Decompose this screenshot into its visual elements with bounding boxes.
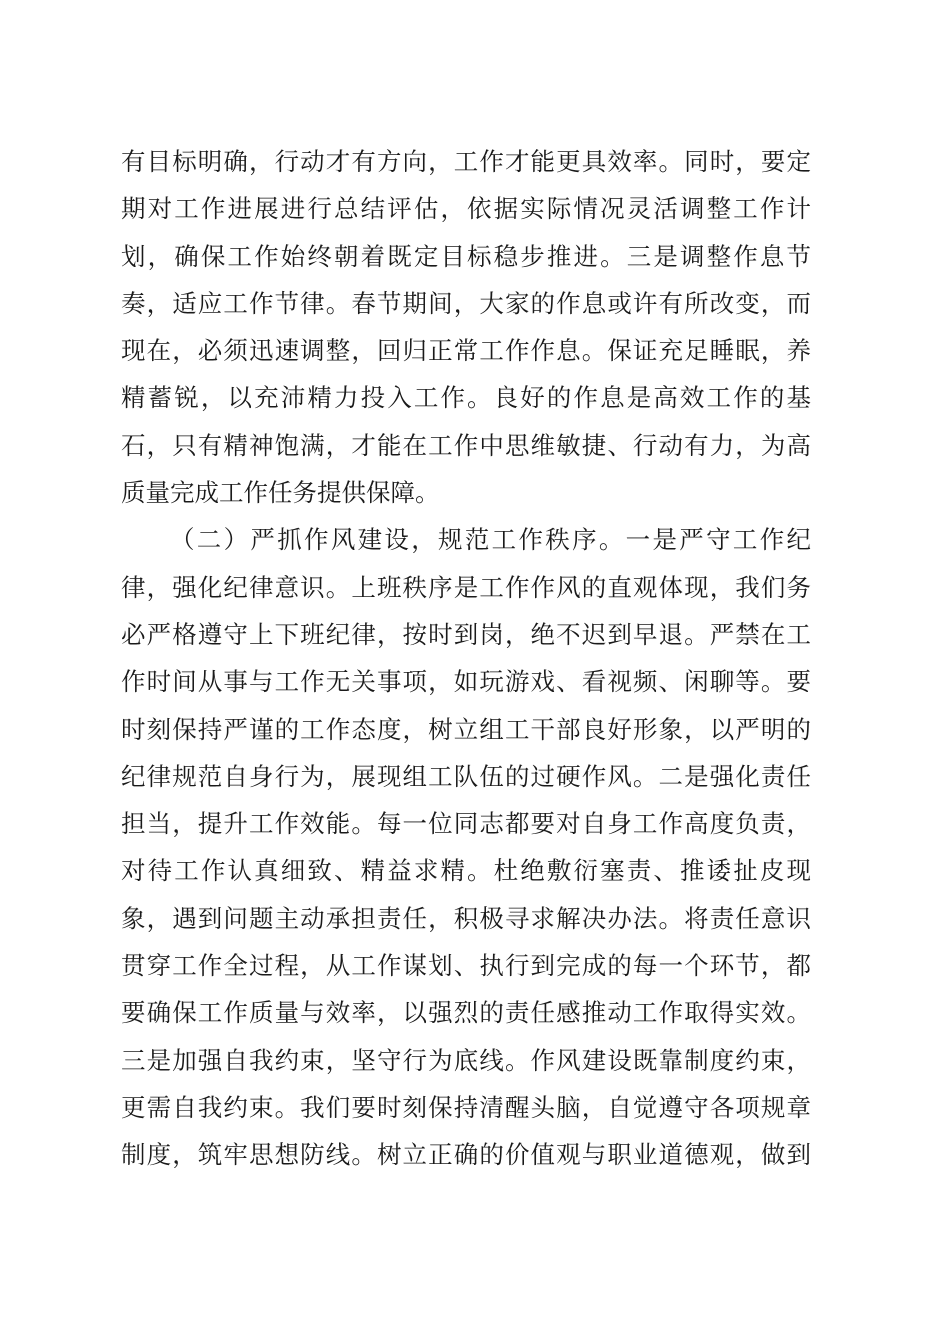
document-body <box>121 138 811 1179</box>
text-line: 必严格遵守上下班纪律，按时到岗，绝不迟到早退。严禁在工 <box>121 619 811 649</box>
text-line: 划，确保工作始终朝着既定目标稳步推进。三是调整作息节 <box>121 241 811 271</box>
text-line: 更需自我约束。我们要时刻保持清醒头脑，自觉遵守各项规章 <box>121 1092 811 1122</box>
text-line: 担当，提升工作效能。每一位同志都要对自身工作高度负责， <box>121 809 811 839</box>
text-line: 现在，必须迅速调整，回归正常工作作息。保证充足睡眠，养 <box>121 336 811 366</box>
text-line: 象，遇到问题主动承担责任，积极寻求解决办法。将责任意识 <box>121 903 811 933</box>
text-line: 三是加强自我约束，坚守行为底线。作风建设既靠制度约束， <box>121 1045 811 1075</box>
text-line: 制度，筑牢思想防线。树立正确的价值观与职业道德观，做到 <box>121 1140 811 1170</box>
text-line: 精蓄锐，以充沛精力投入工作。良好的作息是高效工作的基 <box>121 383 811 413</box>
text-line: 有目标明确，行动才有方向，工作才能更具效率。同时，要定 <box>121 147 811 176</box>
text-line: 纪律规范自身行为，展现组工队伍的过硬作风。二是强化责任 <box>121 761 811 791</box>
paragraph-end-line: 质量完成工作任务提供保障。 <box>121 478 440 508</box>
text-line: 期对工作进展进行总结评估，依据实际情况灵活调整工作计 <box>121 194 811 224</box>
text-line: 作时间从事与工作无关事项，如玩游戏、看视频、闲聊等。要 <box>121 667 811 697</box>
text-line: 对待工作认真细致、精益求精。杜绝敷衍塞责、推诿扯皮现 <box>121 856 811 886</box>
text-line: 律，强化纪律意识。上班秩序是工作作风的直观体现，我们务 <box>121 572 811 602</box>
text-line: 时刻保持严谨的工作态度，树立组工干部良好形象，以严明的 <box>121 714 811 744</box>
text-line: 要确保工作质量与效率，以强烈的责任感推动工作取得实效。 <box>121 998 811 1028</box>
text-line: 贯穿工作全过程，从工作谋划、执行到完成的每一个环节，都 <box>121 951 811 981</box>
section-heading-line: （二）严抓作风建设，规范工作秩序。一是严守工作纪 <box>170 525 811 555</box>
text-line: 奏，适应工作节律。春节期间，大家的作息或许有所改变，而 <box>121 288 811 318</box>
text-line: 石，只有精神饱满，才能在工作中思维敏捷、行动有力，为高 <box>121 430 811 460</box>
